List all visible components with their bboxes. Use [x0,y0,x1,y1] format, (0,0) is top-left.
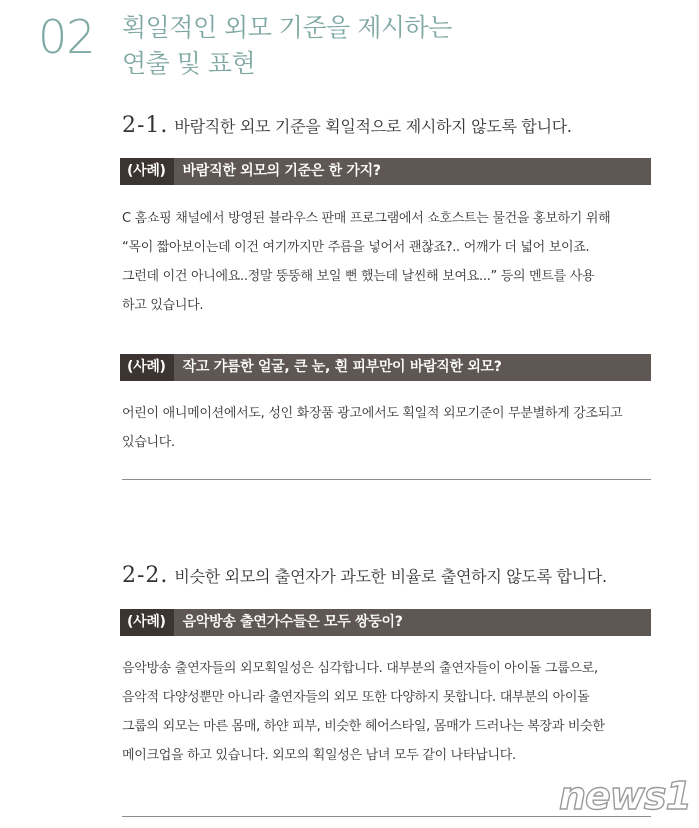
paragraph-line: 있습니다. [122,435,175,450]
paragraph-line: 음악적 다양성뿐만 아니라 출연자들의 외모 또한 다양하지 못합니다. 대부분의 아이돌 [122,690,590,705]
chapter-title-line-1: 획일적인 외모 기준을 제시하는 [122,13,452,42]
case-2-body [122,399,657,457]
chapter-title [122,10,452,82]
case-bar-3 [120,609,651,636]
case-bar-1 [120,158,651,185]
case-3-body [122,654,657,770]
paragraph-line: 메이크업을 하고 있습니다. 외모의 획일성은 남녀 모두 같이 나타납니다. [122,748,516,763]
news1-watermark-logo: news1 [559,774,691,818]
chapter-number: 02 [38,10,95,64]
case-title: 바람직한 외모의 기준은 한 가지? [182,163,381,179]
paragraph-line: 그런데 이건 아니에요..정말 뚱뚱해 보일 뻔 했는데 날씬해 보여요...” 등의 멘트를 사용 [122,269,595,284]
case-1-body [122,204,657,320]
section-heading-text: 바람직한 외모 기준을 획일적으로 제시하지 않도록 합니다. [174,117,572,136]
case-tag: (사례) [120,354,174,381]
section-number: 2-2. [122,563,169,588]
paragraph-line: C 홈쇼핑 채널에서 방영된 블라우스 판매 프로그램에서 쇼호스트는 물건을 홍보하기 위해 [122,211,611,226]
paragraph-line: “목이 짧아보이는데 이건 여기까지만 주름을 넣어서 괜찮죠?.. 어깨가 더 넓어 보이죠. [122,240,590,255]
section-2-2-heading [122,563,607,588]
paragraph-line: 어린이 애니메이션에서도, 성인 화장품 광고에서도 획일적 외모기준이 무분별하게 강조되고 [122,406,623,421]
case-tag: (사례) [120,609,174,636]
case-tag: (사례) [120,158,174,185]
section-number: 2-1. [122,113,169,138]
divider-1 [122,479,651,480]
case-title: 작고 갸름한 얼굴, 큰 눈, 흰 피부만이 바람직한 외모? [182,359,502,375]
section-heading-text: 비슷한 외모의 출연자가 과도한 비율로 출연하지 않도록 합니다. [174,567,607,586]
paragraph-line: 하고 있습니다. [122,298,204,313]
case-bar-2 [120,354,651,381]
section-2-1-heading [122,113,572,138]
case-title: 음악방송 출연가수들은 모두 쌍둥이? [182,614,403,630]
paragraph-line: 음악방송 출연자들의 외모획일성은 심각합니다. 대부분의 출연자들이 아이돌 그룹으로, [122,661,598,676]
paragraph-line: 그룹의 외모는 마른 몸매, 하얀 피부, 비슷한 헤어스타일, 몸매가 드러나는 복장과 비슷한 [122,719,605,734]
chapter-title-line-2: 연출 및 표현 [122,49,256,78]
